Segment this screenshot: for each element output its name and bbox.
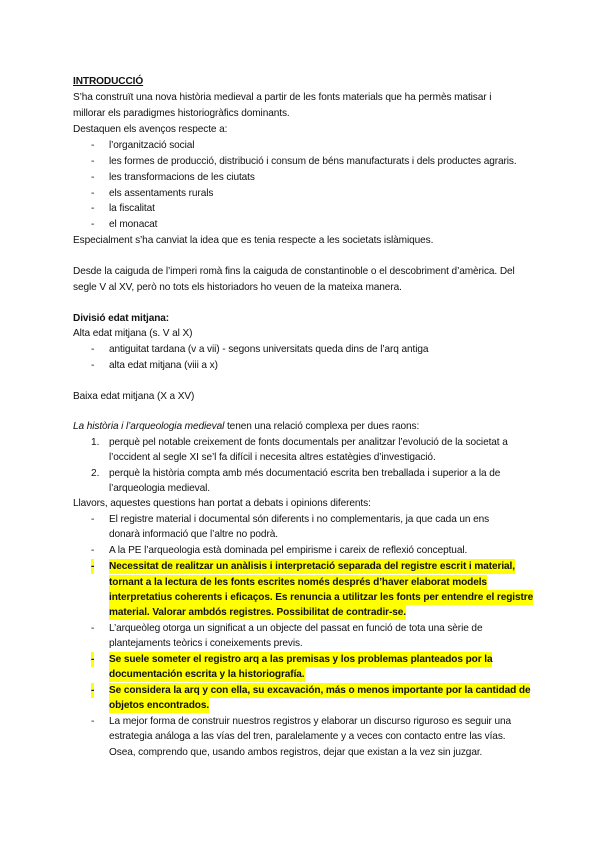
bullet-dash: - — [91, 654, 95, 665]
highlighted-line: tornant a la lectura de les fonts escrites només després d’haver elaborat models — [109, 577, 487, 588]
debate-line: donarà informació que l’altre no podrà. — [109, 529, 278, 540]
list-item: la fiscalitat — [109, 203, 155, 214]
bullet-dash: - — [91, 172, 95, 183]
bullet-dash: - — [91, 716, 95, 727]
bullet-dash: - — [91, 188, 95, 199]
debate-line: L’arqueòleg otorga un significat a un objecte del passat en funció de tota una sèrie de — [109, 623, 483, 634]
highlighted-line: interpretatius coherents i eficaços. Es renuncia a utilitzar les fonts per entendre el registre — [109, 592, 534, 603]
list-item: l’organització social — [109, 140, 195, 151]
list-item: els assentaments rurals — [109, 188, 214, 199]
division-heading: Divisió edat mitjana: — [73, 313, 170, 324]
list-item: les transformacions de les ciutats — [109, 172, 255, 183]
list-item: les formes de producció, distribució i consum de béns manufacturats i dels productes agraris. — [109, 156, 517, 167]
highlighted-line: Se considera la arq y con ella, su excavación, más o menos importante por la cantidad de — [109, 685, 531, 696]
debate-line: Osea, comprendo que, usando ambos registros, dejar que existan a la vez sin juzgar. — [109, 747, 483, 758]
bullet-dash: - — [91, 360, 95, 371]
list-item: el monacat — [109, 219, 158, 230]
bullet-dash: - — [91, 623, 95, 634]
period-line-2: segle V al XV, però no tots els historiadors ho veuen de la mateixa manera. — [73, 282, 402, 293]
highlighted-line: material. Valorar ambdós registres. Possibilitat de contradir-se. — [109, 607, 406, 618]
debate-line: estrategia análoga a las vías del tren, paralelamente y a veces con contacto entre las vías. — [109, 731, 506, 742]
reason-number: 2. — [91, 468, 100, 479]
list-item: antiguitat tardana (v a vii) - segons universitats queda dins de l’arq antiga — [109, 344, 429, 355]
bullet-dash: - — [91, 685, 95, 696]
bullet-dash: - — [91, 344, 95, 355]
bullet-dash: - — [91, 561, 95, 572]
reason-line: perquè pel notable creixement de fonts documentals per analitzar l’evolució de la societat a — [109, 437, 508, 448]
list-item: alta edat mitjana (viii a x) — [109, 360, 218, 371]
debate-line: El registre material i documental són diferents i no complementaris, ja que cada un ens — [109, 514, 490, 525]
debate-line: La mejor forma de construir nuestros registros y elaborar un discurso riguroso es seguir una — [109, 716, 512, 727]
reason-number: 1. — [91, 437, 100, 448]
debate-line: plantejaments teòrics i coneixements previs. — [109, 638, 303, 649]
debates-intro: Llavors, aquestes questions han portat a debats i opinions diferents: — [73, 498, 371, 509]
period-line-1: Desde la caiguda de l’imperi romà fins la caiguda de constantinoble o el descobriment d’amèrica. Del — [73, 266, 515, 277]
advances-intro: Destaquen els avenços respecte a: — [73, 124, 228, 135]
intro-line-2: millorar els paradigmes historiogràfics dominants. — [73, 108, 290, 119]
high-middle-ages-heading: Alta edat mitjana (s. V al X) — [73, 328, 193, 339]
debate-line: A la PE l’arqueologia està dominada pel empirisme i careix de reflexió conceptual. — [109, 545, 468, 556]
reason-line: l’occident al segle XI se’l fa difícil i necesita altres estatègies d’investigació. — [109, 452, 436, 463]
relation-italic: La història i l’arqueologia medieval — [73, 421, 225, 432]
bullet-dash: - — [91, 203, 95, 214]
highlighted-line: Se suele someter el registro arq a las premisas y los problemas planteados por la — [109, 654, 493, 665]
bullet-dash: - — [91, 140, 95, 151]
relation-rest: tenen una relació complexa per dues raons: — [224, 421, 420, 432]
reason-line: l’arqueologia medieval. — [109, 483, 210, 494]
bullet-dash: - — [91, 545, 95, 556]
bullet-dash: - — [91, 514, 95, 525]
highlighted-line: documentación escrita y la historiografía. — [109, 669, 305, 680]
reason-line: perquè la història compta amb més documentació escrita ben treballada i superior a la de — [109, 468, 501, 479]
intro-line-1: S’ha construït una nova història medieval a partir de les fonts materials que ha permès matisar i — [73, 92, 492, 103]
low-middle-ages-heading: Baixa edat mitjana (X a XV) — [73, 391, 195, 402]
islamic-note: Especialment s’ha canviat la idea que es tenia respecte a les societats islàmiques. — [73, 235, 434, 246]
bullet-dash: - — [91, 219, 95, 230]
section-title: INTRODUCCIÓ — [73, 76, 144, 87]
relation-line — [73, 419, 419, 434]
bullet-dash: - — [91, 156, 95, 167]
highlighted-line: Necessitat de realitzar un anàlisis i interpretació separada del registre escrit i material, — [109, 561, 515, 572]
highlighted-line: objetos encontrados. — [109, 700, 210, 711]
